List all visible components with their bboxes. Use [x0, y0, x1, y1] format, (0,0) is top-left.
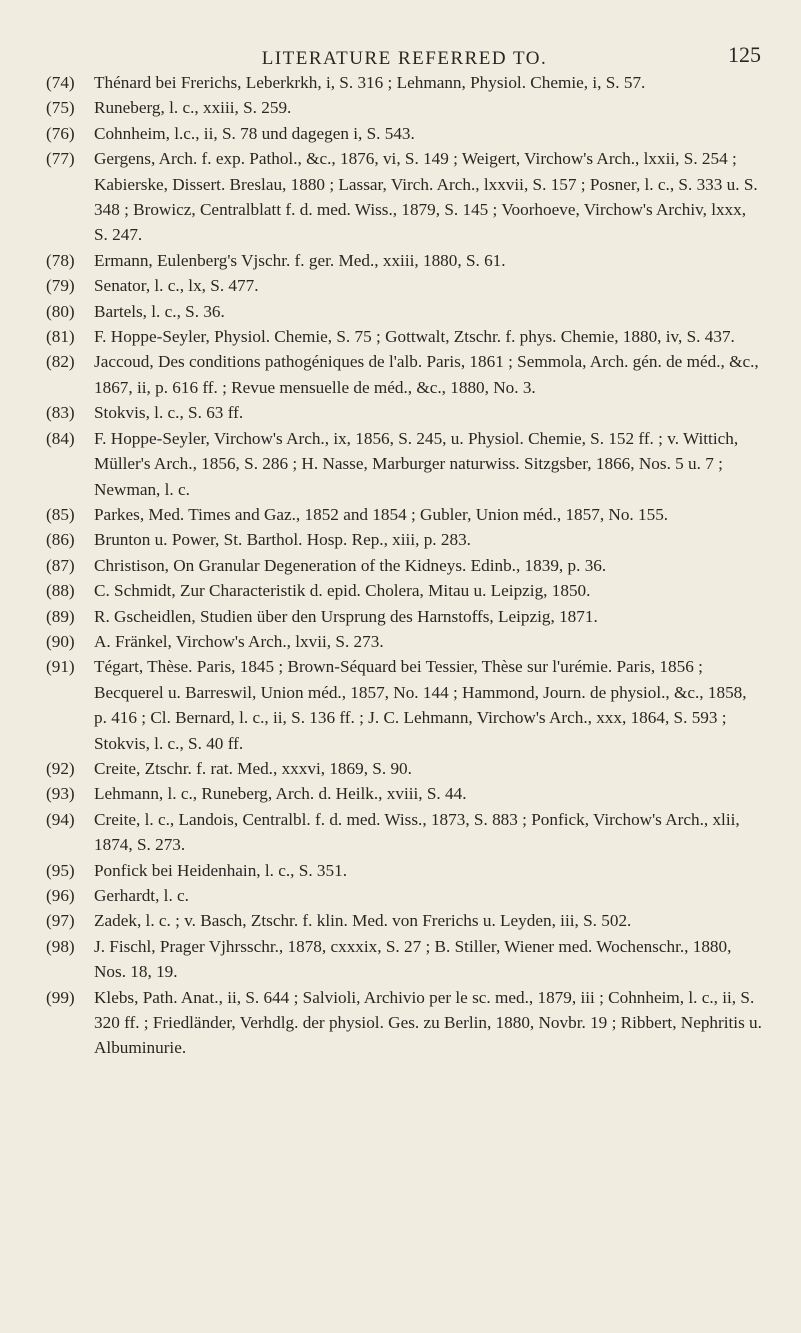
reference-number: (76) [46, 123, 75, 143]
reference-text: Ermann, Eulenberg's Vjschr. f. ger. Med., xxiii, 1880, S. 61. [94, 250, 506, 270]
reference-entry [46, 756, 763, 781]
reference-number: (80) [46, 301, 75, 321]
reference-text: Jaccoud, Des conditions pathogéniques de l'alb. Paris, 1861 ; Semmola, Arch. gén. de méd., &c., 1867, ii, p. 616 ff. ; Revue mensuelle de méd., &c., 1880, No. 3. [94, 352, 759, 397]
reference-entry [46, 807, 763, 858]
reference-text: Creite, Ztschr. f. rat. Med., xxxvi, 1869, S. 90. [94, 758, 412, 778]
reference-number: (78) [46, 250, 75, 270]
reference-number: (83) [46, 403, 75, 423]
reference-entry [46, 70, 763, 95]
reference-text: F. Hoppe-Seyler, Physiol. Chemie, S. 75 ; Gottwalt, Ztschr. f. phys. Chemie, 1880, iv, S. 437. [94, 327, 735, 347]
reference-number: (99) [46, 987, 75, 1007]
reference-entry [46, 578, 763, 603]
reference-entry [46, 273, 763, 298]
reference-number: (77) [46, 149, 75, 169]
reference-text: Parkes, Med. Times and Gaz., 1852 and 1854 ; Gubler, Union méd., 1857, No. 155. [94, 504, 669, 524]
reference-text: Tégart, Thèse. Paris, 1845 ; Brown-Séquard bei Tessier, Thèse sur l'urémie. Paris, 1856 ; Becquerel u. Barreswil, Union méd., 1857, No. 144 ; Hammond, Journ. de physiol., &c., 1858, p. 416 ; Cl. Bernard, l. c., ii, S. 136 ff. ; J. C. Lehmann, Virchow's Arch., xxx, 1864, S. 593 ; Stokvis, l. c., S. 40 ff. [94, 657, 747, 753]
reference-entry [46, 349, 763, 400]
reference-number: (88) [46, 581, 75, 601]
reference-text: Runeberg, l. c., xxiii, S. 259. [94, 98, 292, 118]
reference-number: (93) [46, 784, 75, 804]
reference-text: Cohnheim, l.c., ii, S. 78 und dagegen i, S. 543. [94, 123, 415, 143]
reference-text: Senator, l. c., lx, S. 477. [94, 276, 259, 296]
reference-entry [46, 527, 763, 552]
reference-text: Gerhardt, l. c. [94, 886, 189, 905]
reference-entry [46, 908, 763, 933]
reference-list [46, 70, 763, 1061]
reference-number: (90) [46, 631, 75, 651]
reference-number: (98) [46, 936, 75, 956]
reference-entry [46, 146, 763, 248]
reference-entry [46, 121, 763, 146]
reference-entry [46, 426, 763, 502]
reference-number: (87) [46, 555, 75, 575]
reference-entry [46, 299, 763, 324]
reference-number: (82) [46, 352, 75, 372]
page-number: 125 [728, 42, 761, 67]
reference-number: (81) [46, 327, 75, 347]
reference-entry [46, 985, 763, 1061]
reference-entry [46, 248, 763, 273]
page-header [46, 12, 763, 69]
reference-text: Zadek, l. c. ; v. Basch, Ztschr. f. klin. Med. von Frerichs u. Leyden, iii, S. 502. [94, 911, 632, 931]
reference-text: Stokvis, l. c., S. 63 ff. [94, 403, 244, 423]
reference-text: Christison, On Granular Degeneration of the Kidneys. Edinb., 1839, p. 36. [94, 555, 607, 575]
reference-number: (84) [46, 428, 75, 448]
reference-text: F. Hoppe-Seyler, Virchow's Arch., ix, 1856, S. 245, u. Physiol. Chemie, S. 152 ff. ; v. Wittich, Müller's Arch., 1856, S. 286 ; H. Nasse, Marburger naturwiss. Sitzgsber, 1866, Nos. 5 u. 7 ; Newman, l. c. [94, 428, 739, 499]
reference-text: R. Gscheidlen, Studien über den Ursprung des Harnstoffs, Leipzig, 1871. [94, 606, 598, 626]
reference-number: (74) [46, 73, 75, 92]
reference-text: Lehmann, l. c., Runeberg, Arch. d. Heilk., xviii, S. 44. [94, 784, 467, 804]
reference-text: Creite, l. c., Landois, Centralbl. f. d. med. Wiss., 1873, S. 883 ; Ponfick, Virchow's Arch., xlii, 1874, S. 273. [94, 809, 740, 855]
reference-number: (89) [46, 606, 75, 626]
reference-text: C. Schmidt, Zur Characteristik d. epid. Cholera, Mitau u. Leipzig, 1850. [94, 581, 591, 601]
reference-number: (95) [46, 860, 75, 880]
reference-entry [46, 654, 763, 756]
reference-text: Thénard bei Frerichs, Leberkrkh, i, S. 316 ; Lehmann, Physiol. Chemie, i, S. 57. [94, 73, 646, 92]
reference-text: A. Fränkel, Virchow's Arch., lxvii, S. 273. [94, 631, 384, 651]
reference-entry [46, 883, 763, 908]
reference-number: (75) [46, 98, 75, 118]
reference-text: J. Fischl, Prager Vjhrsschr., 1878, cxxxix, S. 27 ; B. Stiller, Wiener med. Wochenschr., 1880, Nos. 18, 19. [94, 936, 732, 982]
reference-text: Brunton u. Power, St. Barthol. Hosp. Rep., xiii, p. 283. [94, 530, 471, 550]
reference-entry [46, 502, 763, 527]
reference-entry [46, 858, 763, 883]
reference-text: Ponfick bei Heidenhain, l. c., S. 351. [94, 860, 347, 880]
reference-entry [46, 629, 763, 654]
reference-number: (97) [46, 911, 75, 931]
reference-entry [46, 781, 763, 806]
reference-number: (92) [46, 758, 75, 778]
reference-number: (96) [46, 886, 75, 905]
reference-number: (85) [46, 504, 75, 524]
reference-number: (94) [46, 809, 75, 829]
reference-number: (79) [46, 276, 75, 296]
reference-number: (86) [46, 530, 75, 550]
reference-entry [46, 553, 763, 578]
reference-text: Klebs, Path. Anat., ii, S. 644 ; Salvioli, Archivio per le sc. med., 1879, iii ; Cohnheim, l. c., ii, S. 320 ff. ; Friedländer, Verhdlg. der physiol. Ges. zu Berlin, 1880, Novbr. 19 ; Ribbert, Nephritis u. Albuminurie. [94, 987, 762, 1058]
reference-entry [46, 934, 763, 985]
reference-entry [46, 324, 763, 349]
reference-entry [46, 400, 763, 425]
reference-entry [46, 95, 763, 120]
reference-text: Bartels, l. c., S. 36. [94, 301, 225, 321]
reference-number: (91) [46, 657, 75, 677]
reference-entry [46, 604, 763, 629]
reference-text: Gergens, Arch. f. exp. Pathol., &c., 1876, vi, S. 149 ; Weigert, Virchow's Arch., lxxii, S. 254 ; Kabierske, Dissert. Breslau, 1880 ; Lassar, Virch. Arch., lxxvii, S. 157 ; Posner, l. c., S. 333 u. S. 348 ; Browicz, Centralblatt f. d. med. Wiss., 1879, S. 145 ; Voorhoeve, Virchow's Archiv, lxxx, S. 247. [94, 149, 758, 245]
running-title: LITERATURE REFERRED TO. [261, 48, 548, 69]
